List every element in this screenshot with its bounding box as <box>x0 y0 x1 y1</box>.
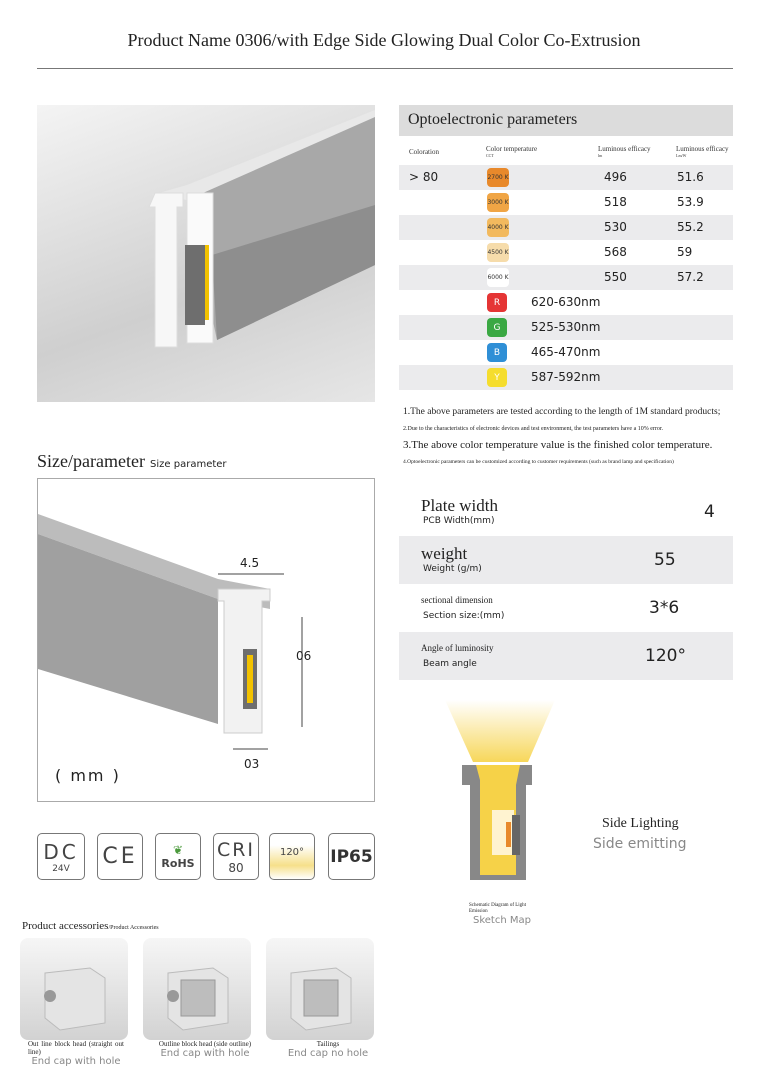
cct-swatch: 3000 K <box>487 193 509 212</box>
wavelength-range: 465-470nm <box>531 345 601 359</box>
lmw-value: 57.2 <box>677 270 704 284</box>
rgb-row <box>399 315 733 340</box>
rgb-swatch: G <box>487 318 507 337</box>
accessory-image <box>143 938 251 1040</box>
col-sub: CCT <box>486 153 494 158</box>
lighting-title: Side Lighting <box>602 816 679 831</box>
note-2: 2.Due to the characteristics of electronic devices and test environment, the test parameters have a 10% error. <box>403 426 664 432</box>
param-row <box>399 584 733 632</box>
param-label: weight <box>421 544 468 563</box>
lmw-value: 53.9 <box>677 195 704 209</box>
size-diagram <box>37 478 375 802</box>
lighting-caption: Schematic Diagram of Light Emission <box>469 903 527 914</box>
ce-badge <box>97 833 143 880</box>
accessory-caption <box>28 1040 124 1067</box>
opto-row <box>399 190 733 215</box>
accessory-desc: End cap with hole <box>160 1048 250 1059</box>
param-value: 120° <box>645 646 686 666</box>
note-4: 4.Optoelectronic parameters can be customized according to customer requirements (such as brand lamp and specification) <box>403 459 674 465</box>
wavelength-range: 525-530nm <box>531 320 601 334</box>
col-label: Luminous efficacy <box>676 145 729 153</box>
dim-width: 4.5 <box>240 556 260 570</box>
lm-value: 530 <box>604 220 627 234</box>
product-image <box>37 105 375 402</box>
rgb-row <box>399 290 733 315</box>
col-label: Color temperature <box>486 145 538 153</box>
accessory-desc: End cap no hole <box>287 1048 369 1059</box>
cct-swatch: 4000 K <box>487 218 509 237</box>
dc-label: DC <box>43 839 79 864</box>
param-sub: Weight (g/m) <box>423 564 482 574</box>
accessory-desc: End cap with hole <box>31 1056 121 1067</box>
coloration-value: > 80 <box>409 170 439 184</box>
param-sub: Beam angle <box>423 659 477 669</box>
unit-label: ( mm ) <box>55 766 121 785</box>
note-3: 3.The above color temperature value is the finished color temperature. <box>403 439 713 451</box>
note-1: 1.The above parameters are tested according to the length of 1M standard products; <box>403 407 721 417</box>
accessory-image <box>20 938 128 1040</box>
param-sub: PCB Width(mm) <box>423 516 495 526</box>
ce-icon: CE <box>102 844 138 869</box>
rgb-swatch: B <box>487 343 507 362</box>
accessories-title: Product accessories <box>22 920 109 932</box>
lm-value: 550 <box>604 270 627 284</box>
size-title: Size/parameter <box>37 451 145 471</box>
leaf-icon: ❦ <box>172 843 184 857</box>
col-sub: Lm/W <box>676 153 687 158</box>
cct-swatch: 4500 K <box>487 243 509 262</box>
accessories-heading <box>22 914 159 933</box>
param-row <box>399 632 733 680</box>
opto-heading: Optoelectronic parameters <box>399 105 733 136</box>
param-value: 3*6 <box>649 598 680 618</box>
dim-bottom: 03 <box>244 757 260 771</box>
rgb-swatch: Y <box>487 368 507 387</box>
page-title: Product Name 0306/with Edge Side Glowing Dual Color Co-Extrusion <box>127 30 641 50</box>
accessory-name: Tailings <box>316 1040 340 1048</box>
ip65-badge <box>328 833 375 880</box>
accessory-image <box>266 938 374 1040</box>
accessory-caption <box>274 1040 382 1059</box>
wavelength-range: 587-592nm <box>531 370 601 384</box>
rgb-row <box>399 340 733 365</box>
sketch-map-label: Sketch Map <box>473 915 531 926</box>
lm-value: 568 <box>604 245 627 259</box>
angle-label: 120° <box>279 847 305 858</box>
wavelength-range: 620-630nm <box>531 295 601 309</box>
param-label: Angle of luminosity <box>421 643 494 653</box>
lighting-diagram <box>440 700 560 889</box>
opto-row <box>399 240 733 265</box>
accessories-subtitle: /Product Accessories <box>108 925 159 931</box>
param-value: 4 <box>704 502 715 522</box>
lmw-value: 51.6 <box>677 170 704 184</box>
rgb-row <box>399 365 733 390</box>
opto-row <box>399 165 733 190</box>
accessory-caption <box>151 1040 259 1059</box>
accessory-name: Outline block head (side outline) <box>158 1040 252 1048</box>
cri-badge <box>213 833 259 880</box>
lm-value: 518 <box>604 195 627 209</box>
lmw-value: 59 <box>677 245 693 259</box>
divider <box>37 68 733 69</box>
ip-label: IP65 <box>330 846 373 867</box>
lighting-subtitle: Side emitting <box>593 836 687 852</box>
rgb-swatch: R <box>487 293 507 312</box>
rohs-badge <box>155 833 201 880</box>
cri-label: CRI <box>216 838 256 861</box>
param-sub: Section size:(mm) <box>423 611 505 621</box>
col-coloration: Coloration <box>409 148 439 156</box>
lmw-value: 55.2 <box>677 220 704 234</box>
param-value: 55 <box>654 550 676 570</box>
param-row <box>399 488 733 536</box>
col-sub: lm <box>598 153 603 158</box>
rohs-label: RoHS <box>161 857 195 870</box>
size-heading <box>37 451 227 472</box>
accessory-name: Out line block head (straight out line) <box>28 1040 124 1056</box>
param-label: sectional dimension <box>421 595 493 605</box>
cri-value: 80 <box>228 860 244 875</box>
dc-badge <box>37 833 85 880</box>
lm-value: 496 <box>604 170 627 184</box>
opto-row <box>399 215 733 240</box>
beam-angle-badge <box>269 833 315 880</box>
cct-swatch: 2700 K <box>487 168 509 187</box>
opto-row <box>399 265 733 290</box>
size-subtitle: Size parameter <box>150 459 227 470</box>
col-label: Luminous efficacy <box>598 145 651 153</box>
dc-voltage: 24V <box>52 863 70 874</box>
cct-swatch: 6000 K <box>487 268 509 287</box>
param-label: Plate width <box>421 496 498 515</box>
param-row <box>399 536 733 584</box>
dim-height: 06 <box>296 649 312 663</box>
